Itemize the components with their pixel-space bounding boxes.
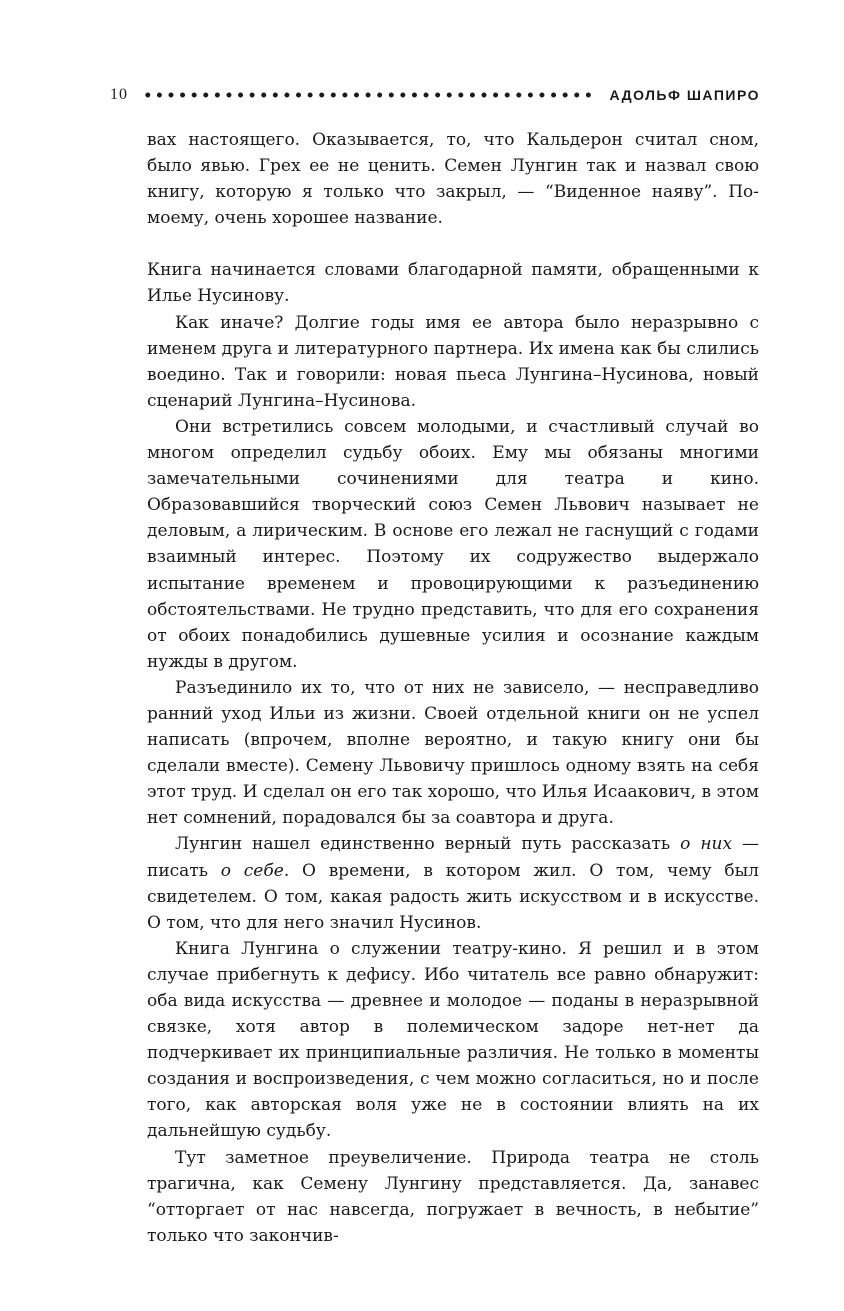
text-run: — писать <box>147 834 760 881</box>
paragraph-with-italics <box>147 831 759 935</box>
page-number: 10 <box>110 86 128 103</box>
paragraph: Как иначе? Долгие годы имя ее автора было неразрывно с именем друга и литературного партнера. Их имена как бы слились воедино. Так и говорили: новая пьеса Лунгина–Нусинова, новый сценарий Лунгина–Нусинова. <box>147 312 759 411</box>
section-break <box>147 231 759 257</box>
running-title: АДОЛЬФ ШАПИРО <box>609 87 760 103</box>
text-run: Лунгин нашел единственно верный путь рассказать <box>175 834 681 855</box>
running-header <box>110 82 760 108</box>
paragraph: Они встретились совсем молодыми, и счастливый случай во многом определил судьбу обоих. Ему мы обязаны многими замечательными сочинениями для театра и кино. Образовавшийся творческий союз Семен Львович называет не деловым, а лирическим. В основе его лежал не гаснущий с годами взаимный интерес. Поэтому их содружество выдержало испытание временем и провоцирующими к разъединению обстоятельствами. Не трудно представить, что для его сохранения от обоих понадобились душевные усилия и осознание каждым нужды в другом. <box>147 416 759 672</box>
paragraph: Книга начинается словами благодарной памяти, обращенными к Илье Нусинову. <box>147 260 759 307</box>
text-run: . О времени, в котором жил. О том, чему был свидетелем. О том, какая радость жить искусством и в искусстве. О том, что для него значил Нусинов. <box>147 860 759 933</box>
paragraph: Разъединило их то, что от них не зависело, — несправедливо ранний уход Ильи из жизни. Своей отдельной книги он не успел написать (впрочем, вполне вероятно, и такую книгу они бы сделали вместе). Семену Львовичу пришлось одному взять на себя этот труд. И сделал он его так хорошо, что Илья Исаакович, в этом нет сомнений, порадовался бы за соавтора и друга. <box>147 677 759 829</box>
italic-run: о них <box>680 834 733 855</box>
paragraph-continued: вах настоящего. Оказывается, то, что Кальдерон считал сном, было явью. Грех ее не ценить. Семен Лунгин так и назвал свою книгу, которую я только что закрыл, — “Виденное наяву”. По-моему, очень хорошее название. <box>147 130 759 229</box>
body-text <box>147 127 759 1249</box>
italic-run: о себе <box>220 860 284 881</box>
paragraph: Тут заметное преувеличение. Природа театра не столь трагична, как Семену Лунгину представляется. Да, занавес “отторгает от нас навсегда, погружает в вечность, в небытие” только что закончив- <box>147 1147 759 1246</box>
paragraph: Книга Лунгина о служении театру-кино. Я решил и в этом случае прибегнуть к дефису. Ибо читатель все равно обнаружит: оба вида искусства — древнее и молодое — поданы в неразрывной связке, хотя автор в полемическом задоре нет-нет да подчеркивает их принципиальные различия. Не только в моменты создания и воспроизведения, с чем можно согласиться, но и после того, как авторская воля уже не в состоянии влиять на их дальнейшую судьбу. <box>147 938 759 1142</box>
dotted-rule <box>142 92 597 98</box>
